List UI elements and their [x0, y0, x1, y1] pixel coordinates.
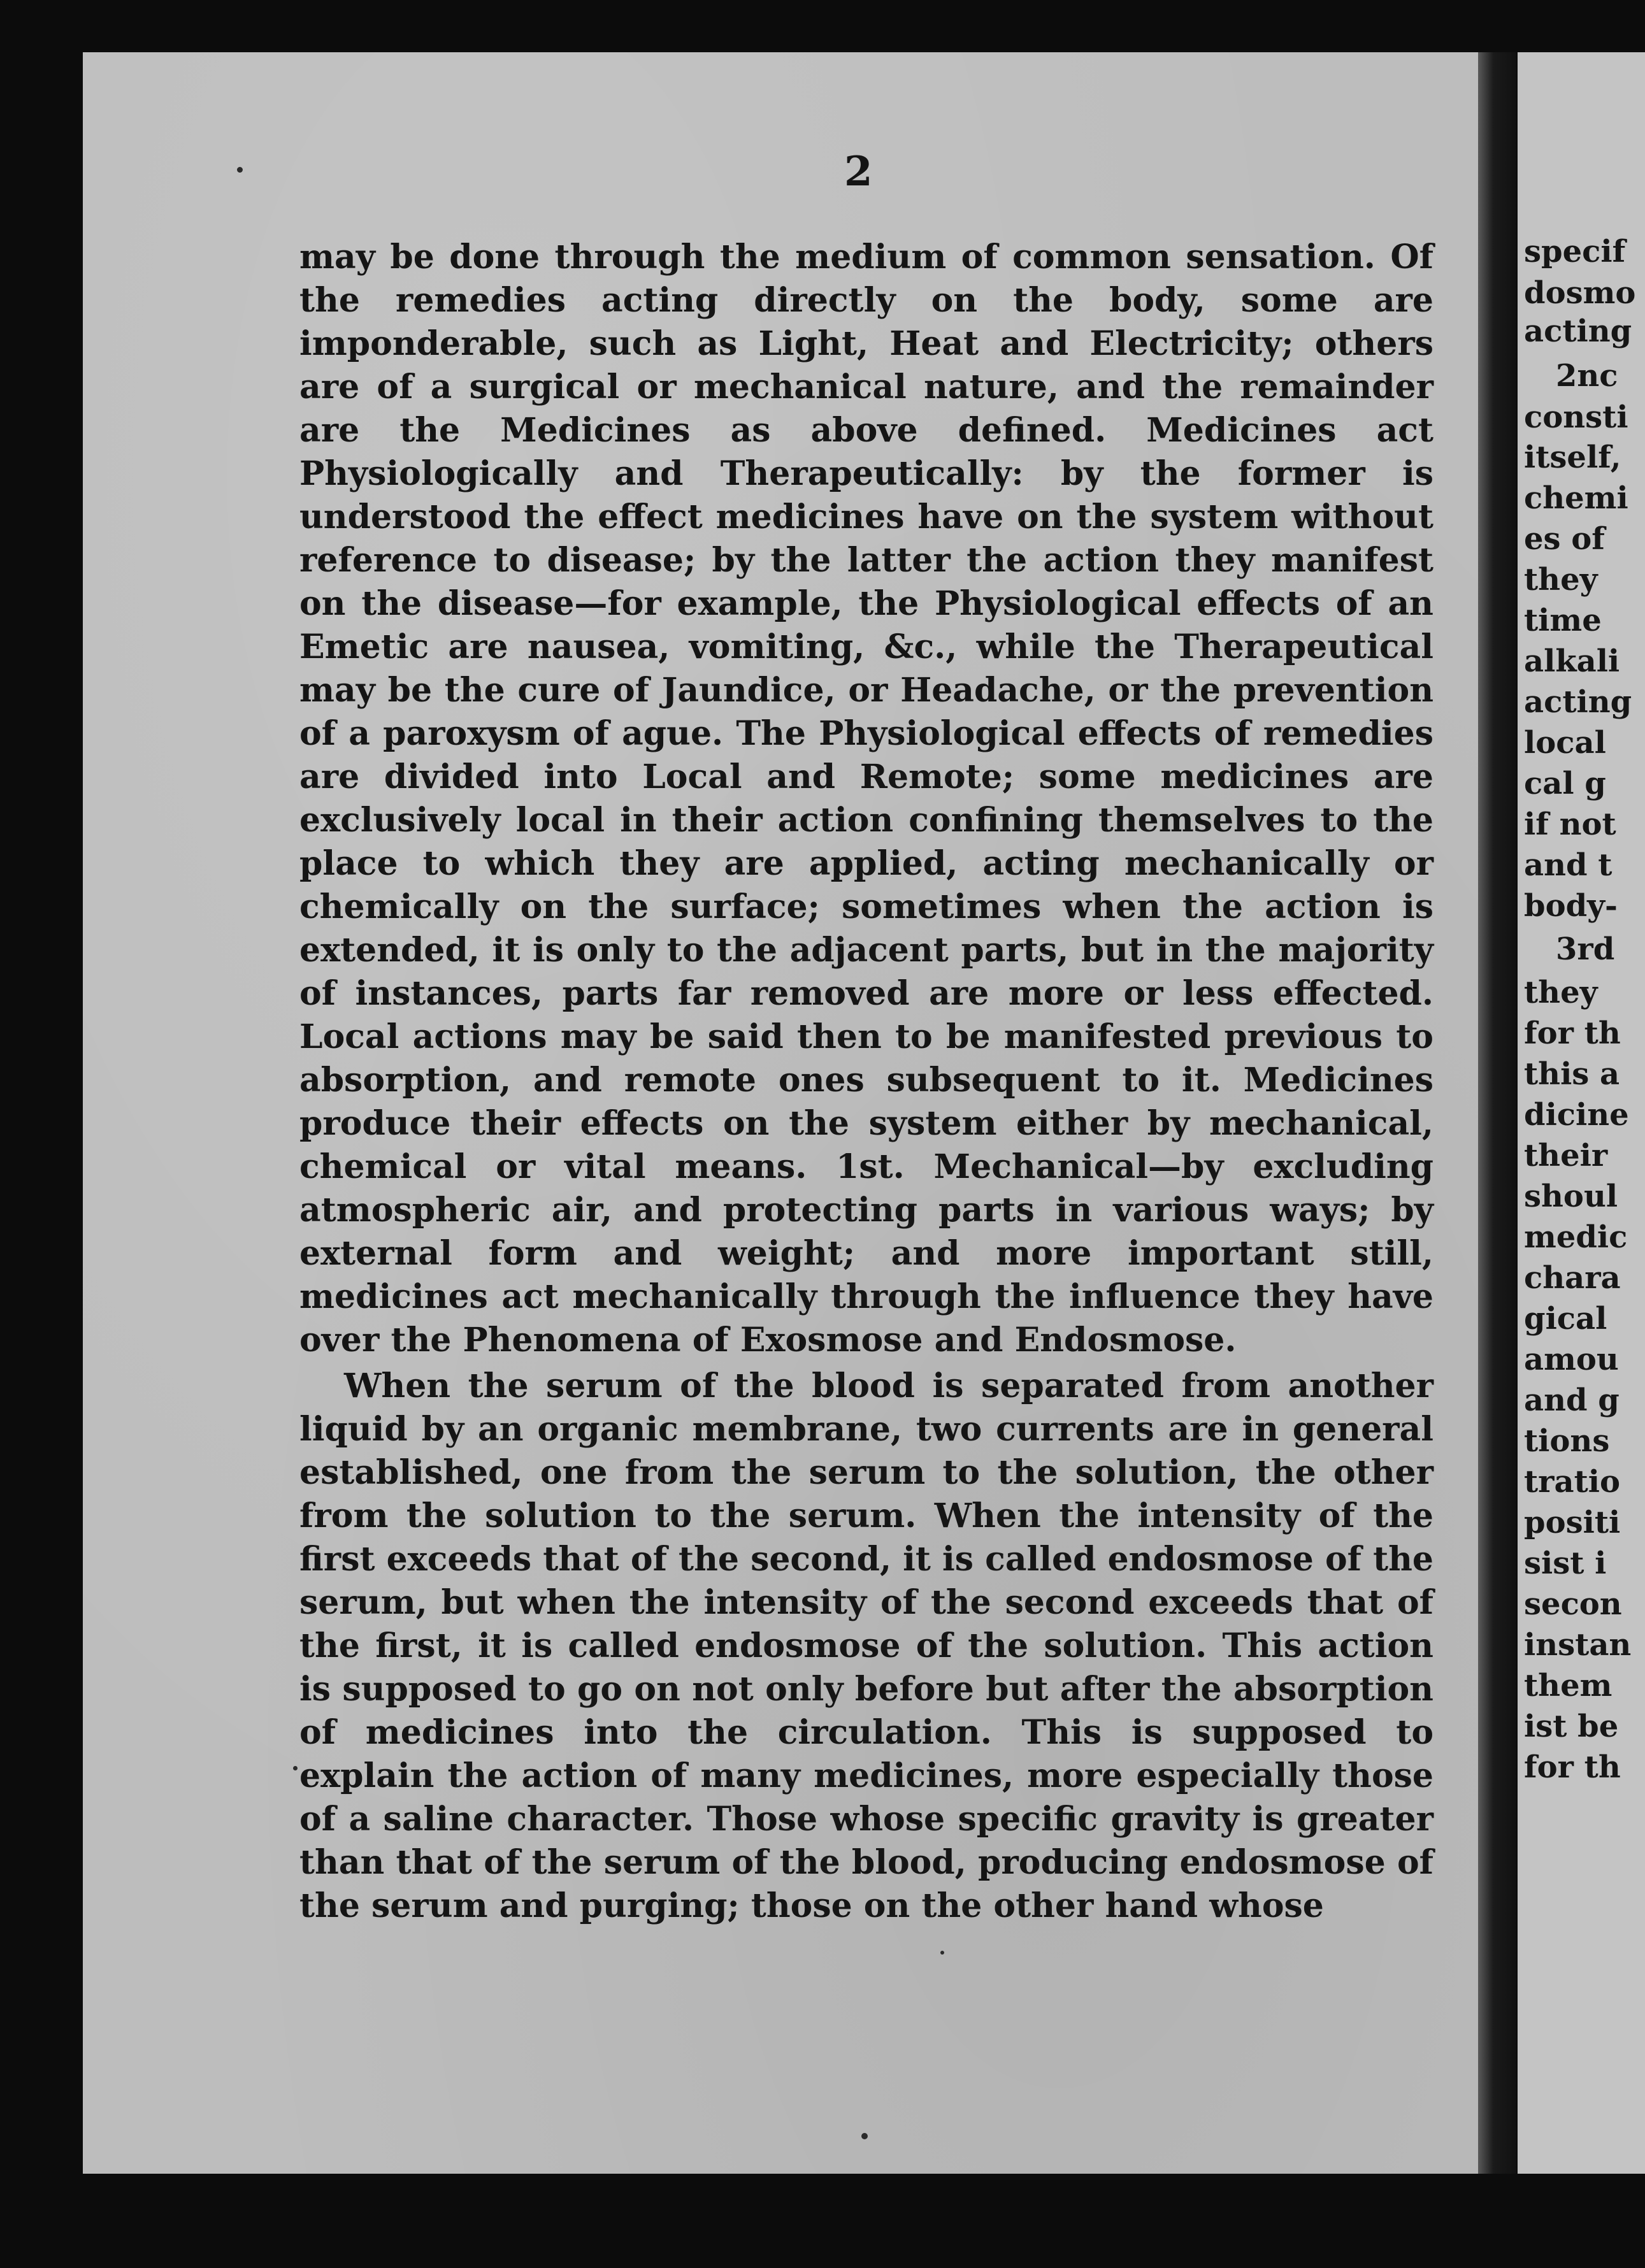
book-gutter	[1478, 52, 1516, 2174]
right-page-line: tratio	[1524, 1464, 1620, 1500]
right-page-line: them	[1524, 1668, 1613, 1704]
ink-speck	[293, 1766, 298, 1770]
right-page-line: es of	[1524, 521, 1605, 557]
right-page-line: acting	[1524, 684, 1632, 720]
right-page-line: sist i	[1524, 1546, 1607, 1581]
right-page-line: local	[1524, 725, 1606, 761]
right-page-line: they	[1524, 975, 1598, 1010]
right-page-line: dicine	[1524, 1097, 1629, 1133]
right-page-line: cal g	[1524, 766, 1606, 801]
ink-speck	[861, 2133, 868, 2139]
right-page-line: positi	[1524, 1505, 1621, 1540]
right-page-line: for th	[1524, 1016, 1621, 1051]
right-page-line: 3rd	[1556, 931, 1615, 967]
right-page-line: they	[1524, 562, 1598, 598]
right-page-line: amou	[1524, 1342, 1619, 1377]
right-page-line: and t	[1524, 847, 1613, 883]
right-page-line: instan	[1524, 1627, 1632, 1663]
right-page-line: ist be	[1524, 1709, 1619, 1744]
right-page-line: if not	[1524, 807, 1616, 842]
ink-speck	[237, 167, 243, 173]
body-text	[299, 236, 1433, 1928]
page-number: 2	[844, 148, 873, 196]
right-page-line: acting	[1524, 313, 1632, 349]
right-page-line: chara	[1524, 1260, 1621, 1296]
right-page-line: shoul	[1524, 1179, 1618, 1214]
right-page-line: alkali	[1524, 643, 1620, 679]
right-page-line: and g	[1524, 1382, 1620, 1418]
right-page	[1518, 52, 1645, 2174]
right-page-line: specif	[1524, 234, 1626, 269]
right-page-line: gical	[1524, 1301, 1607, 1337]
right-page-line: tions	[1524, 1423, 1610, 1459]
right-page-line: 2nc	[1556, 358, 1618, 394]
right-page-line: secon	[1524, 1586, 1622, 1622]
paragraph-2: When the serum of the blood is separated from another liquid by an organic membrane, two currents are in general established, one from the serum to the solution, the other from the solution to the serum. When the intensity of the first exceeds that of the second, it is called endosmose of the serum, but when the intensity of the second exceeds that of the first, it is called endosmose of the solution. This action is supposed to go on not only before but after the absorption of medicines into the circulation. This is supposed to explain the action of many medicines, more especially those of a saline character. Those whose specific gravity is greater than that of the serum of the blood, producing endosmose of the serum and purging; those on the other hand whose	[299, 1367, 1434, 1925]
right-page-line: itself,	[1524, 440, 1621, 475]
right-page-line: for th	[1524, 1749, 1621, 1785]
right-page-line: this a	[1524, 1056, 1620, 1092]
paragraph-1: may be done through the medium of common sensation. Of the remedies acting directly on the body, some are imponderable, such as Light, Heat and Electricity; others are of a surgical or mechanical nature, and the remainder are the Medicines as above defined. Medicines act Physiologically and Therapeutically: by the former is understood the effect medicines have on the system without reference to disease; by the latter the action they manifest on the disease—for example, the Physiological effects of an Emetic are nausea, vomiting, &c., while the Therapeutical may be the cure of Jaundice, or Headache, or the prevention of a paroxysm of ague. The Physiological effects of remedies are divided into Local and Remote; some medicines are exclusively local in their action confining themselves to the place to which they are applied, acting mechanically or chemically on the surface; sometimes when the action is extended, it is only to the adjacent parts, but in the majority of instances, parts far removed are more or less effected. Local actions may be said then to be manifested previous to absorption, and remote ones subsequent to it. Medicines produce their effects on the system either by mechanical, chemical or vital means. 1st. Mechanical—by excluding atmospheric air, and protecting parts in various ways; by external form and weight; and more important still, medicines act mechanically through the influence they have over the Phenomena of Exosmose and Endosmose.	[299, 238, 1433, 1360]
right-page-line: consti	[1524, 399, 1628, 435]
right-page-line: time	[1524, 603, 1602, 638]
right-page-line: chemi	[1524, 480, 1628, 516]
ink-speck	[940, 1951, 944, 1955]
right-page-line: medic	[1524, 1219, 1628, 1255]
right-page-line: dosmo	[1524, 275, 1636, 311]
right-page-line: their	[1524, 1138, 1608, 1173]
right-page-line: body-	[1524, 888, 1618, 924]
